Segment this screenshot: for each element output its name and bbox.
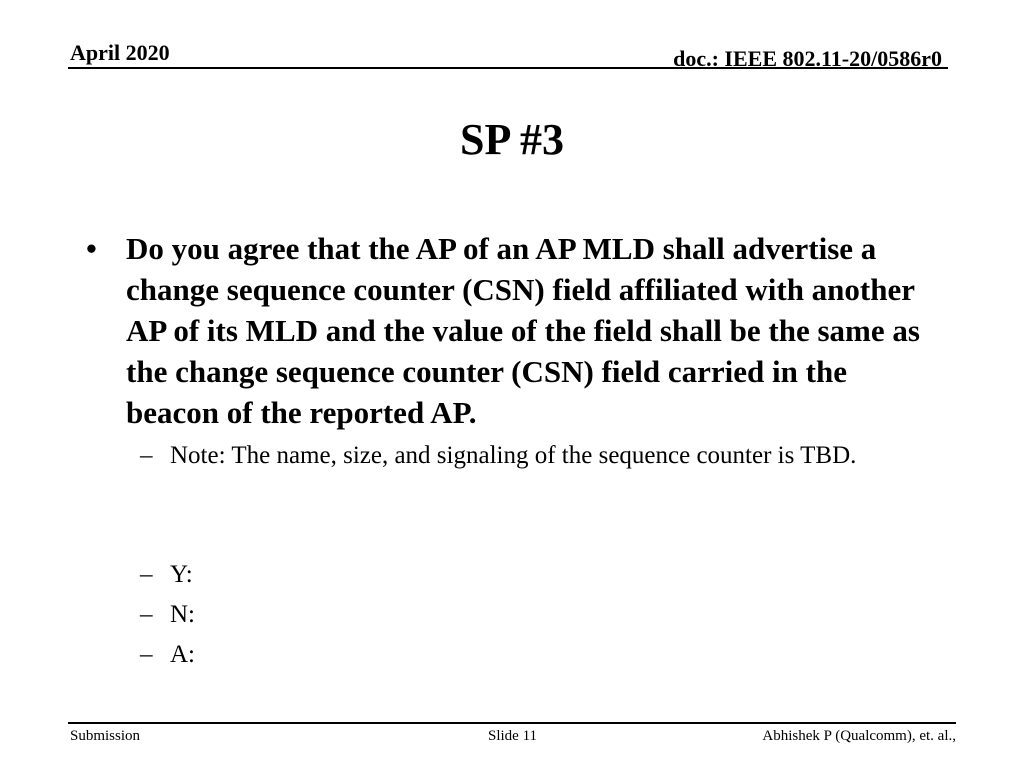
vote-label-yes: Y: xyxy=(170,561,193,588)
main-bullet-text: Do you agree that the AP of an AP MLD shall advertise a change sequence counter (CSN) field affiliated with another AP of its MLD and the value of the field shall be the same as the change sequence counter (CSN) field carried in the beacon of the reported AP. xyxy=(126,231,920,430)
dash-mark: – xyxy=(140,641,153,668)
footer-slide-number: Slide 11 xyxy=(488,728,538,744)
vote-label-no: N: xyxy=(170,601,195,628)
footer-author: Abhishek P (Qualcomm), et. al., xyxy=(762,728,956,744)
note-text: Note: The name, size, and signaling of the sequence counter is TBD. xyxy=(170,442,857,469)
dash-mark: – xyxy=(140,601,153,628)
vote-item-abstain xyxy=(86,635,946,675)
dash-mark: – xyxy=(140,561,153,588)
note-item xyxy=(86,439,946,473)
dash-mark: – xyxy=(140,442,153,469)
footer-rule xyxy=(68,722,956,724)
slide-title: SP #3 xyxy=(460,115,564,164)
vote-list xyxy=(86,555,946,675)
main-bullet xyxy=(86,228,946,433)
vote-label-abstain: A: xyxy=(170,641,195,668)
footer-submission: Submission xyxy=(70,728,141,744)
vote-item-yes xyxy=(86,555,946,595)
bullet-mark: • xyxy=(86,231,97,266)
header-date: April 2020 xyxy=(70,40,170,65)
slide-body xyxy=(86,228,946,675)
vote-item-no xyxy=(86,595,946,635)
header-doc-id: doc.: IEEE 802.11-20/0586r0 xyxy=(673,46,942,71)
header-rule xyxy=(68,67,948,69)
